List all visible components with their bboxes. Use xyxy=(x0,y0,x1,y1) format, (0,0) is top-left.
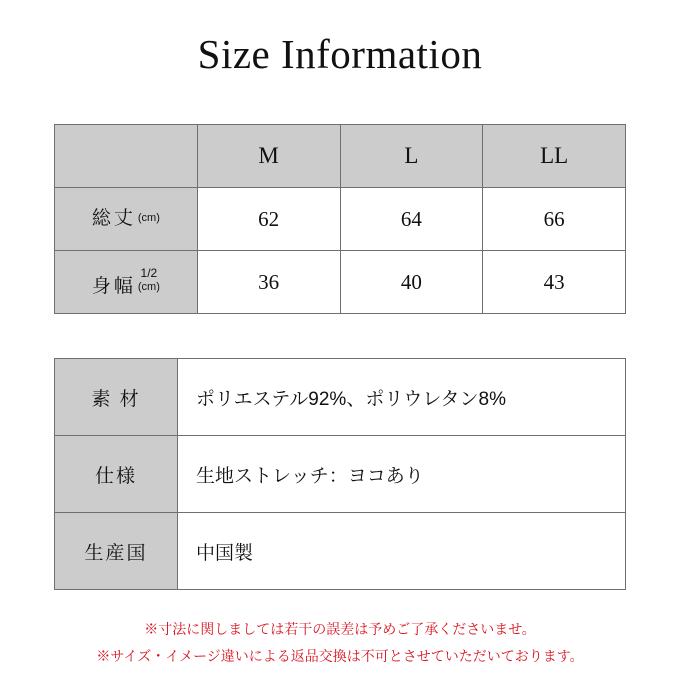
table-row xyxy=(55,513,626,590)
spec-key-material: 素 材 xyxy=(55,359,178,436)
disclaimer-note-2: ※サイズ・イメージ違いによる返品交換は不可とさせていただいております。 xyxy=(96,647,584,664)
disclaimer-note-1: ※寸法に関しましては若干の誤差は予めご了承くださいませ。 xyxy=(144,621,536,637)
table-corner-cell xyxy=(55,125,198,188)
table-header-row xyxy=(55,125,626,188)
size-measurement-table xyxy=(54,124,626,314)
row-label-text: 身幅 xyxy=(91,276,136,298)
disclaimer-notes xyxy=(0,616,680,669)
table-row xyxy=(55,188,626,251)
column-header-m: M xyxy=(197,125,340,188)
cell-total-length-ll: 66 xyxy=(483,188,626,251)
table-row xyxy=(55,251,626,314)
cell-total-length-l: 64 xyxy=(340,188,483,251)
row-label-unit: (cm) xyxy=(137,280,160,293)
spec-value-country: 中国製 xyxy=(178,513,626,590)
row-label-unit: (cm) xyxy=(137,212,160,225)
spec-value-features: 生地ストレッチ：ヨコあり xyxy=(178,436,626,513)
page-title: Size Information xyxy=(197,31,483,77)
row-label-body-width xyxy=(55,251,198,314)
row-label-total-length xyxy=(55,188,198,251)
spec-key-country: 生産国 xyxy=(55,513,178,590)
column-header-l: L xyxy=(340,125,483,188)
table-row xyxy=(55,359,626,436)
spec-key-features: 仕様 xyxy=(55,436,178,513)
cell-body-width-m: 36 xyxy=(197,251,340,314)
cell-body-width-l: 40 xyxy=(340,251,483,314)
cell-total-length-m: 62 xyxy=(197,188,340,251)
row-label-fraction: 1/2 xyxy=(140,265,158,280)
row-label-text: 総丈 xyxy=(91,208,136,229)
spec-value-material: ポリエステル92%、ポリウレタン8% xyxy=(178,359,626,436)
column-header-ll: LL xyxy=(483,125,626,188)
table-row xyxy=(55,436,626,513)
product-spec-table xyxy=(54,358,626,590)
cell-body-width-ll: 43 xyxy=(483,251,626,314)
